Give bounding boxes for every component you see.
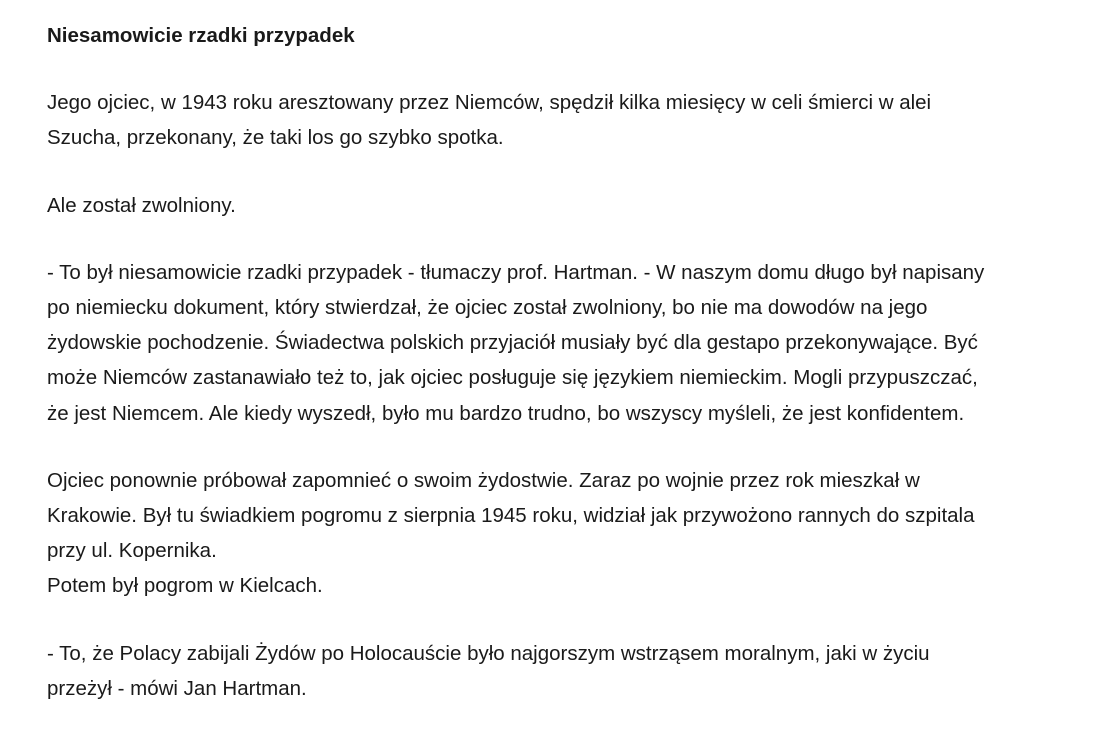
paragraph: [47, 255, 1077, 431]
paragraph-line: Krakowie. Był tu świadkiem pogromu z sierpnia 1945 roku, widział jak przywożono rannych do szpitala: [47, 504, 975, 528]
article-body: [47, 18, 1077, 738]
paragraph-line: że jest Niemcem. Ale kiedy wyszedł, było mu bardzo trudno, bo wszyscy myśleli, że jest konfidentem.: [47, 401, 965, 425]
paragraph-line: - To, że Polacy zabijali Żydów po Holocauście było najgorszym wstrząsem moralnym, jaki w życiu: [47, 641, 930, 665]
article-heading: Niesamowicie rzadki przypadek: [47, 24, 355, 47]
paragraph-line: przy ul. Kopernika.: [47, 539, 217, 563]
paragraph-line: Ojciec ponownie próbował zapomnieć o swoim żydostwie. Zaraz po wojnie przez rok mieszkał w: [47, 468, 920, 492]
paragraph-line: może Niemców zastanawiało też to, jak ojciec posługuje się językiem niemieckim. Mogli przypuszczać,: [47, 366, 978, 390]
paragraph: [47, 188, 1077, 223]
paragraph-line: po niemiecku dokument, który stwierdzał, że ojciec został zwolniony, bo nie ma dowodów na jego: [47, 296, 928, 320]
paragraph: [47, 463, 1077, 604]
paragraph-line: żydowskie pochodzenie. Świadectwa polskich przyjaciół musiały być dla gestapo przekonywające. Być: [47, 331, 978, 355]
paragraph-line: Szucha, przekonany, że taki los go szybko spotka.: [47, 126, 504, 150]
paragraph-line: Ale został zwolniony.: [47, 193, 236, 217]
paragraph-line: przeżył - mówi Jan Hartman.: [47, 676, 307, 700]
paragraph: [47, 85, 1077, 155]
paragraph-line: - To był niesamowicie rzadki przypadek - tłumaczy prof. Hartman. - W naszym domu długo był napisany: [47, 260, 985, 284]
paragraph-line: Jego ojciec, w 1943 roku aresztowany przez Niemców, spędził kilka miesięcy w celi śmierci w alei: [47, 91, 932, 115]
paragraph-line: Potem był pogrom w Kielcach.: [47, 574, 323, 598]
paragraph: [47, 636, 1077, 706]
